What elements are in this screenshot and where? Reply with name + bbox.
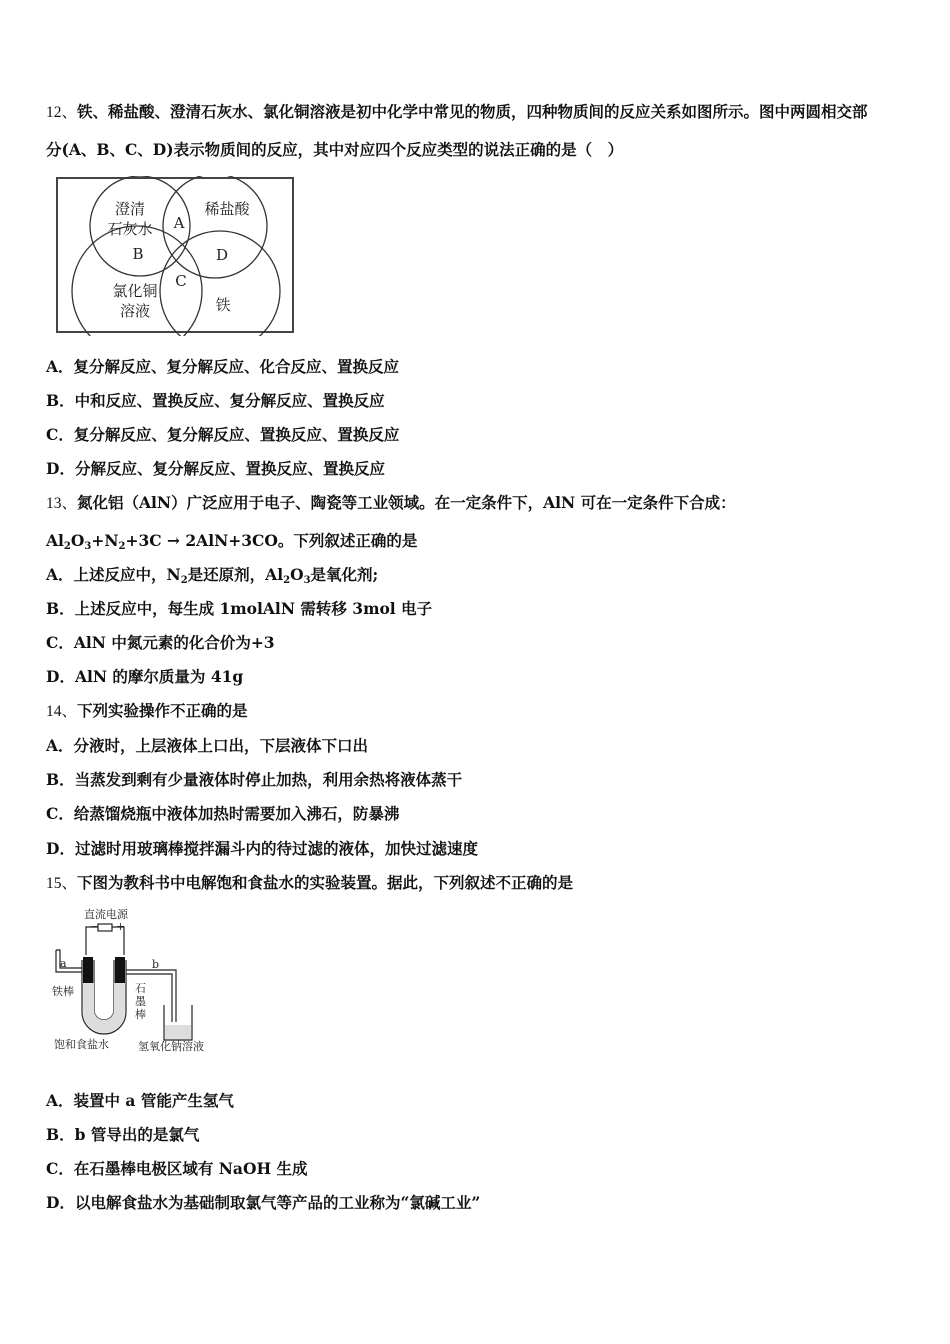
question-number: 12、 (46, 104, 78, 121)
q14-option-a: A．分液时，上层液体上口出，下层液体下口出 (46, 736, 369, 755)
q14-option-c: C．给蒸馏烧瓶中液体加热时需要加入沸石，防暴沸 (46, 804, 400, 823)
q12-option-c: C．复分解反应、复分解反应、置换反应、置换反应 (46, 425, 400, 444)
q14-option-d: D．过滤时用玻璃棒搅拌漏斗内的待过滤的液体，加快过滤速度 (46, 839, 478, 858)
q13-stem-line1 (46, 493, 736, 514)
q15-electrolysis-diagram (40, 900, 230, 1060)
eq-part: Al (46, 531, 64, 550)
q13-option-a (46, 565, 378, 591)
q15-option-a: A．装置中 a 管能产生氢气 (46, 1091, 234, 1110)
question-number: 15、 (46, 875, 78, 892)
opt-sub: 2 (283, 575, 291, 586)
q13-option-d: D．AlN 的摩尔质量为 41g (46, 667, 244, 686)
opt-part: 是还原剂，Al (187, 565, 284, 584)
q13-stem-text: 氮化铝（AlN）广泛应用于电子、陶瓷等工业领域。在一定条件下，AlN 可在一定条件下合成： (77, 493, 736, 512)
opt-sub: 3 (303, 575, 311, 586)
label-minus: − (90, 920, 100, 933)
q12-stem-line1 (46, 102, 868, 123)
label-hcl: 稀盐酸 (204, 200, 250, 218)
q12-stem-line2: 分(A、B、C、D)表示物质间的反应，其中对应四个反应类型的说法正确的是（ ） (46, 140, 624, 159)
q13-option-b: B．上述反应中，每生成 1molAlN 需转移 3mol 电子 (46, 599, 433, 618)
question-number: 14、 (46, 703, 78, 720)
q12-venn-diagram (55, 176, 297, 336)
q14-stem (46, 701, 248, 722)
q13-equation (46, 531, 417, 557)
opt-part: A．上述反应中，N (46, 565, 181, 584)
label-plus: + (116, 920, 126, 933)
eq-sub: 3 (84, 541, 92, 552)
question-number: 13、 (46, 495, 78, 512)
label-d: D (215, 246, 229, 264)
q12-stem-text: 铁、稀盐酸、澄清石灰水、氯化铜溶液是初中化学中常见的物质，四种物质间的反应关系如图所示。图中两圆相交部 (77, 102, 868, 121)
label-cucl2-1: 氯化铜 (112, 282, 158, 300)
q15-option-c: C．在石墨棒电极区域有 NaOH 生成 (46, 1159, 308, 1178)
q14-option-b: B．当蒸发到剩有少量液体时停止加热，利用余热将液体蒸干 (46, 770, 463, 789)
q15-stem (46, 873, 573, 894)
label-limewater-1: 澄清 (114, 200, 146, 218)
eq-sub: 2 (63, 541, 71, 552)
q12-option-d: D．分解反应、复分解反应、置换反应、置换反应 (46, 459, 385, 478)
label-graphite-3: 棒 (135, 1008, 146, 1021)
label-cucl2-2: 溶液 (119, 302, 151, 320)
label-brine: 饱和食盐水 (54, 1038, 109, 1051)
q13-option-c: C．AlN 中氮元素的化合价为+3 (46, 633, 275, 652)
label-c: C (175, 272, 187, 290)
label-limewater-2: 石灰水 (107, 220, 153, 238)
label-a: A (173, 214, 185, 232)
eq-part: +3C → 2AlN+3CO。下列叙述正确的是 (125, 531, 418, 550)
eq-part: O (70, 531, 85, 550)
label-power-supply: 直流电源 (84, 908, 128, 921)
q15-stem-text: 下图为教科书中电解饱和食盐水的实验装置。据此，下列叙述不正确的是 (77, 873, 574, 892)
opt-part: 是氧化剂; (310, 565, 379, 584)
label-graphite-1: 石 (135, 982, 146, 995)
q12-option-a: A．复分解反应、复分解反应、化合反应、置换反应 (46, 357, 400, 376)
opt-sub: 2 (180, 575, 188, 586)
label-iron-rod: 铁棒 (52, 985, 74, 998)
label-a: a (60, 957, 67, 970)
label-b: b (152, 958, 160, 971)
label-graphite-2: 墨 (135, 995, 146, 1008)
eq-part: +N (91, 531, 119, 550)
label-b: B (132, 245, 144, 263)
label-naoh-solution: 氢氧化钠溶液 (138, 1040, 204, 1053)
eq-sub: 2 (118, 541, 126, 552)
opt-part: O (290, 565, 304, 584)
q12-option-b: B．中和反应、置换反应、复分解反应、置换反应 (46, 391, 385, 410)
q15-option-d: D．以电解食盐水为基础制取氯气等产品的工业称为“氯碱工业” (46, 1193, 481, 1212)
q15-option-b: B．b 管导出的是氯气 (46, 1125, 200, 1144)
label-iron: 铁 (215, 296, 231, 314)
q14-stem-text: 下列实验操作不正确的是 (77, 701, 248, 720)
